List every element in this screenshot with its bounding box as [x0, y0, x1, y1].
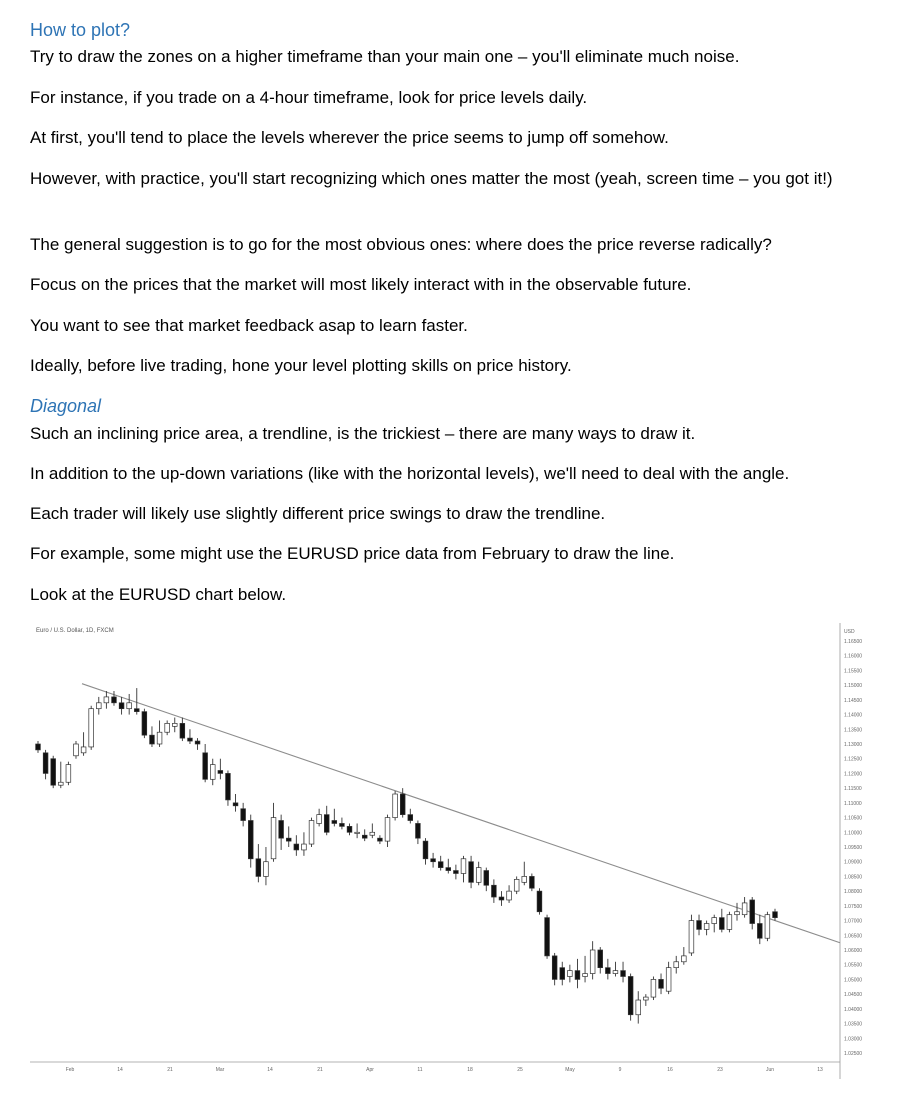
- candle-up: [393, 791, 398, 820]
- candle-body: [735, 912, 740, 915]
- candle-down: [233, 794, 238, 812]
- candle-down: [279, 815, 284, 850]
- candle-body: [750, 900, 755, 924]
- candle-down: [552, 953, 557, 985]
- paragraph: For instance, if you trade on a 4-hour timeframe, look for price levels daily.: [30, 88, 588, 107]
- candle-up: [355, 823, 360, 838]
- paragraph: Each trader will likely use slightly different price swings to draw the trendline.: [30, 504, 606, 523]
- candle-body: [104, 697, 109, 703]
- heading-how-to-plot: How to plot?: [30, 20, 131, 40]
- price-tick-label: 1.05000: [844, 977, 863, 984]
- candle-up: [96, 697, 101, 715]
- paragraph: The general suggestion is to go for the most obvious ones: where does the price reverse radically?: [30, 235, 772, 254]
- candle-body: [438, 862, 443, 868]
- price-tick-label: 1.04500: [844, 992, 863, 999]
- candle-down: [438, 856, 443, 871]
- candle-body: [180, 723, 185, 738]
- time-tick-label: 14: [117, 1067, 123, 1073]
- candle-up: [104, 691, 109, 709]
- candle-body: [58, 782, 63, 785]
- candle-body: [233, 803, 238, 806]
- candle-up: [674, 956, 679, 974]
- candle-up: [765, 912, 770, 941]
- candle-body: [423, 841, 428, 859]
- candle-body: [66, 765, 71, 783]
- candle-down: [203, 744, 208, 782]
- candle-up: [81, 732, 86, 756]
- candle-up: [89, 706, 94, 750]
- candle-up: [651, 976, 656, 1000]
- candle-down: [575, 959, 580, 988]
- candle-body: [378, 838, 383, 841]
- price-tick-label: 1.14500: [844, 697, 863, 704]
- candle-body: [416, 823, 421, 838]
- candle-body: [674, 962, 679, 968]
- time-tick-label: 13: [817, 1067, 823, 1073]
- candle-body: [469, 862, 474, 883]
- candle-body: [324, 815, 329, 833]
- candle-down: [43, 750, 48, 779]
- candle-body: [241, 809, 246, 821]
- time-tick-label: 18: [467, 1067, 473, 1073]
- candle-down: [294, 835, 299, 856]
- price-tick-label: 1.14000: [844, 712, 863, 719]
- candle-up: [302, 832, 307, 856]
- candle-up: [385, 815, 390, 847]
- candle-body: [727, 915, 732, 930]
- candle-body: [89, 709, 94, 747]
- candle-body: [757, 924, 762, 939]
- candle-body: [294, 844, 299, 850]
- candle-body: [568, 971, 573, 977]
- paragraph: Focus on the prices that the market will most likely interact with in the observable future.: [30, 275, 692, 294]
- candle-body: [218, 770, 223, 773]
- time-tick-label: 21: [317, 1067, 323, 1073]
- candle-down: [628, 974, 633, 1021]
- candle-up: [317, 809, 322, 827]
- candle-up: [507, 885, 512, 903]
- candle-down: [188, 729, 193, 744]
- candle-body: [408, 815, 413, 821]
- price-tick-label: 1.10500: [844, 815, 863, 822]
- candle-body: [613, 971, 618, 974]
- price-axis-currency: USD: [844, 629, 855, 635]
- candle-up: [689, 915, 694, 956]
- eurusd-chart: [30, 623, 870, 1079]
- candle-up: [712, 915, 717, 933]
- candle-body: [651, 979, 656, 997]
- candle-body: [621, 971, 626, 977]
- candle-up: [127, 694, 132, 715]
- price-tick-label: 1.11000: [844, 800, 862, 807]
- candle-down: [180, 718, 185, 742]
- candle-down: [332, 809, 337, 827]
- candle-body: [286, 838, 291, 841]
- candle-up: [157, 720, 162, 746]
- candle-down: [598, 947, 603, 973]
- time-tick-label: 9: [618, 1067, 622, 1073]
- candle-body: [157, 732, 162, 744]
- price-tick-label: 1.04000: [844, 1006, 863, 1013]
- paragraph: In addition to the up-down variations (like with the horizontal levels), we'll need to deal with the angle.: [30, 464, 790, 483]
- candle-body: [150, 735, 155, 744]
- candle-down: [431, 853, 436, 868]
- candle-body: [81, 747, 86, 753]
- candle-body: [317, 815, 322, 824]
- candle-up: [461, 856, 466, 882]
- candle-body: [203, 753, 208, 779]
- candle-body: [575, 971, 580, 980]
- candle-body: [172, 723, 177, 726]
- candle-down: [347, 823, 352, 835]
- candle-body: [666, 968, 671, 992]
- chart-canvas: [30, 623, 870, 1079]
- candle-down: [530, 873, 535, 891]
- candle-body: [476, 868, 481, 883]
- candle-up: [583, 956, 588, 982]
- time-tick-label: Mar: [215, 1067, 225, 1073]
- candle-up: [271, 803, 276, 862]
- candle-body: [461, 859, 466, 874]
- candle-down: [757, 915, 762, 944]
- candle-body: [226, 773, 231, 799]
- candle-down: [142, 709, 147, 738]
- price-tick-label: 1.15500: [844, 668, 863, 675]
- candle-body: [271, 818, 276, 859]
- candle-body: [689, 921, 694, 953]
- candle-up: [74, 741, 79, 759]
- candle-up: [613, 962, 618, 977]
- price-tick-label: 1.10000: [844, 830, 863, 837]
- candle-body: [742, 903, 747, 915]
- heading-diagonal: Diagonal: [30, 396, 102, 416]
- price-tick-label: 1.06000: [844, 948, 863, 954]
- candle-up: [704, 921, 709, 936]
- candle-down: [248, 815, 253, 868]
- candle-body: [590, 950, 595, 974]
- paragraph: Look at the EURUSD chart below.: [30, 585, 287, 604]
- candle-body: [355, 832, 360, 833]
- candle-down: [499, 891, 504, 906]
- candle-up: [210, 759, 215, 785]
- price-tick-label: 1.11500: [844, 786, 862, 793]
- candle-body: [385, 818, 390, 842]
- price-tick-label: 1.02500: [844, 1051, 863, 1057]
- candle-down: [340, 818, 345, 830]
- candle-body: [659, 979, 664, 988]
- candle-down: [621, 962, 626, 983]
- candle-body: [36, 744, 41, 750]
- candle-down: [195, 738, 200, 750]
- price-tick-label: 1.16500: [844, 639, 863, 645]
- candle-body: [681, 956, 686, 962]
- candle-up: [514, 876, 519, 894]
- paragraph: At first, you'll tend to place the levels wherever the price seems to jump off somehow.: [30, 128, 669, 147]
- candle-down: [36, 741, 41, 753]
- candle-down: [545, 915, 550, 959]
- time-tick-label: Apr: [366, 1067, 374, 1073]
- price-tick-label: 1.06500: [844, 933, 863, 940]
- price-tick-label: 1.03000: [844, 1036, 863, 1043]
- candle-body: [484, 871, 489, 886]
- candle-body: [51, 759, 56, 785]
- candle-body: [127, 703, 132, 709]
- candle-down: [324, 806, 329, 835]
- price-tick-label: 1.13500: [844, 727, 863, 734]
- candle-up: [742, 897, 747, 918]
- candle-up: [172, 718, 177, 733]
- trendline: [82, 684, 840, 943]
- candle-down: [697, 915, 702, 936]
- candle-down: [416, 821, 421, 845]
- candle-body: [704, 924, 709, 930]
- candle-up: [264, 847, 269, 885]
- candle-body: [309, 821, 314, 845]
- candle-down: [423, 838, 428, 864]
- time-tick-label: 11: [417, 1067, 423, 1073]
- candle-body: [643, 997, 648, 1000]
- candle-body: [605, 968, 610, 974]
- candle-down: [484, 868, 489, 892]
- candle-down: [750, 897, 755, 929]
- candle-body: [302, 844, 307, 850]
- candle-down: [605, 959, 610, 980]
- time-tick-label: 23: [717, 1067, 723, 1073]
- candle-body: [188, 738, 193, 741]
- price-tick-label: 1.08500: [844, 874, 863, 881]
- candle-up: [309, 818, 314, 847]
- chart-title: Euro / U.S. Dollar, 1D, FXCM: [36, 628, 114, 634]
- price-tick-label: 1.07500: [844, 903, 863, 910]
- candle-body: [112, 697, 117, 703]
- time-tick-label: 14: [267, 1067, 273, 1073]
- candle-down: [51, 756, 56, 788]
- candle-body: [256, 859, 261, 877]
- candle-body: [636, 1000, 641, 1015]
- candle-down: [659, 974, 664, 995]
- candle-body: [264, 862, 269, 877]
- candle-body: [370, 832, 375, 835]
- candle-up: [165, 720, 170, 735]
- paragraph: For example, some might use the EURUSD price data from February to draw the line.: [30, 544, 675, 563]
- candle-up: [476, 862, 481, 886]
- candle-body: [560, 968, 565, 980]
- candle-down: [492, 879, 497, 903]
- paragraph: You want to see that market feedback asap to learn faster.: [30, 316, 468, 335]
- paragraph: Try to draw the zones on a higher timeframe than your main one – you'll eliminate much noise.: [30, 47, 740, 66]
- candle-body: [332, 821, 337, 824]
- candle-body: [340, 823, 345, 826]
- candle-up: [590, 941, 595, 979]
- candle-down: [256, 844, 261, 882]
- price-tick-label: 1.15000: [844, 683, 863, 690]
- candle-body: [347, 826, 352, 832]
- price-tick-label: 1.12000: [844, 771, 863, 778]
- candle-up: [66, 762, 71, 786]
- candle-body: [142, 712, 147, 736]
- candle-body: [362, 835, 367, 838]
- price-tick-label: 1.13000: [844, 742, 863, 748]
- candle-down: [241, 803, 246, 827]
- candle-body: [522, 876, 527, 882]
- candle-down: [226, 770, 231, 805]
- candle-body: [43, 753, 48, 774]
- candle-down: [362, 829, 367, 841]
- candle-down: [408, 809, 413, 824]
- candle-up: [58, 762, 63, 788]
- candle-down: [112, 691, 117, 706]
- candle-up: [666, 962, 671, 994]
- candle-up: [568, 965, 573, 983]
- candle-body: [195, 741, 200, 744]
- candle-body: [765, 915, 770, 939]
- candle-body: [628, 976, 633, 1014]
- candle-body: [545, 918, 550, 956]
- candle-up: [735, 903, 740, 921]
- price-tick-label: 1.03500: [844, 1021, 863, 1028]
- time-tick-label: Feb: [65, 1067, 75, 1073]
- time-tick-label: May: [565, 1067, 575, 1073]
- candle-body: [446, 868, 451, 871]
- candle-down: [719, 909, 724, 933]
- paragraph: Such an inclining price area, a trendline, is the trickiest – there are many ways to draw it.: [30, 424, 696, 443]
- candle-up: [522, 862, 527, 886]
- candle-body: [431, 859, 436, 862]
- price-tick-label: 1.09500: [844, 845, 863, 851]
- candle-body: [393, 794, 398, 818]
- candle-down: [454, 865, 459, 880]
- candle-body: [454, 871, 459, 874]
- candle-body: [119, 703, 124, 709]
- candle-body: [74, 744, 79, 756]
- candle-body: [210, 765, 215, 780]
- candle-body: [248, 821, 253, 859]
- candle-body: [530, 876, 535, 888]
- candle-up: [681, 947, 686, 965]
- candle-up: [370, 823, 375, 838]
- candle-down: [560, 962, 565, 986]
- candle-body: [537, 891, 542, 912]
- candle-body: [134, 709, 139, 712]
- candle-down: [537, 888, 542, 914]
- price-tick-label: 1.08000: [844, 889, 863, 896]
- candle-body: [279, 821, 284, 839]
- price-tick-label: 1.16000: [844, 653, 863, 660]
- candle-body: [96, 703, 101, 709]
- time-tick-label: 21: [167, 1067, 173, 1073]
- candle-body: [712, 918, 717, 924]
- candle-down: [773, 909, 778, 921]
- candle-body: [492, 885, 497, 897]
- candle-body: [719, 918, 724, 930]
- candle-down: [286, 826, 291, 847]
- candle-down: [378, 835, 383, 844]
- candle-body: [598, 950, 603, 968]
- candle-down: [218, 759, 223, 780]
- candle-down: [446, 859, 451, 874]
- candle-body: [583, 974, 588, 977]
- time-tick-label: Jun: [765, 1067, 775, 1073]
- candle-down: [469, 856, 474, 888]
- paragraph: Ideally, before live trading, hone your level plotting skills on price history.: [30, 356, 572, 375]
- price-tick-label: 1.12500: [844, 756, 863, 763]
- candle-body: [773, 912, 778, 918]
- paragraph: However, with practice, you'll start recognizing which ones matter the most (yeah, screen time – you got it!): [30, 169, 833, 188]
- candle-up: [727, 912, 732, 933]
- candle-up: [636, 991, 641, 1023]
- price-tick-label: 1.07000: [844, 918, 863, 925]
- candle-up: [643, 994, 648, 1006]
- candle-body: [165, 723, 170, 732]
- candle-body: [697, 921, 702, 930]
- time-tick-label: 16: [667, 1067, 673, 1073]
- candle-body: [499, 897, 504, 900]
- candle-body: [507, 891, 512, 900]
- price-tick-label: 1.09000: [844, 859, 863, 866]
- candle-body: [400, 794, 405, 815]
- time-tick-label: 25: [517, 1067, 523, 1073]
- candle-down: [150, 726, 155, 747]
- candle-body: [552, 956, 557, 980]
- price-tick-label: 1.05500: [844, 962, 863, 969]
- candle-down: [119, 697, 124, 715]
- candle-body: [514, 879, 519, 891]
